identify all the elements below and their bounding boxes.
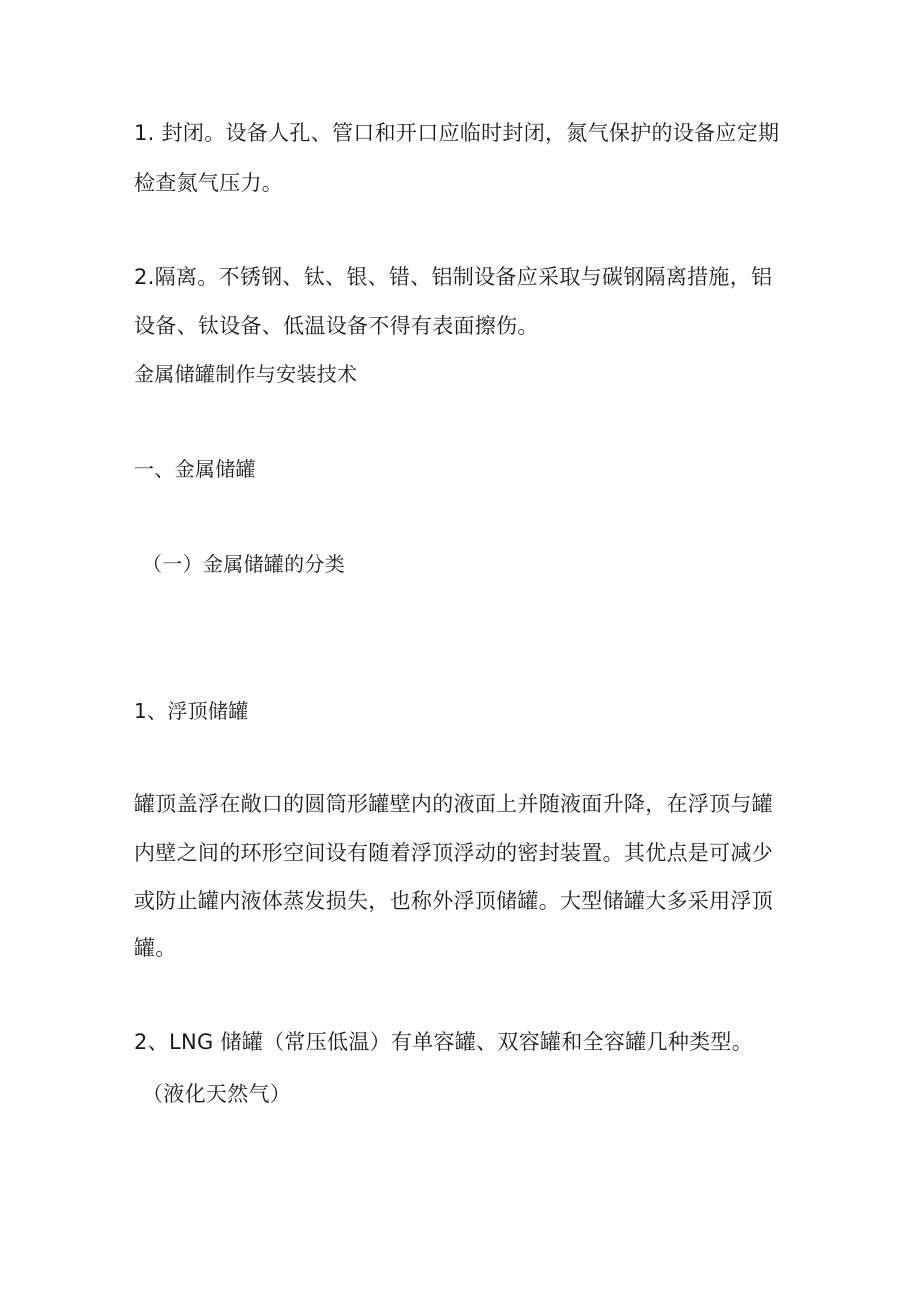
chapter-heading: 一、金属储罐: [134, 457, 256, 481]
isolation-paragraph-line-1: 2.隔离。不锈钢、钛、银、错、铝制设备应采取与碳钢隔离措施，铝: [134, 265, 773, 289]
subsection-heading: （一）金属储罐的分类: [142, 552, 345, 576]
lng-tank-line-1: 2、LNG 储罐（常压低温）有单容罐、双容罐和全容罐几种类型。: [134, 1030, 754, 1054]
floating-roof-line-2: 内壁之间的环形空间设有随着浮顶浮动的密封装置。其优点是可减少: [134, 841, 773, 865]
isolation-paragraph-line-2: 设备、钛设备、低温设备不得有表面擦伤。: [134, 314, 539, 338]
floating-roof-line-1: 罐顶盖浮在敞口的圆筒形罐壁内的液面上并随液面升降，在浮顶与罐: [134, 792, 773, 816]
floating-roof-line-4: 罐。: [134, 936, 177, 960]
sealing-paragraph-line-1: 1. 封闭。设备人孔、管口和开口应临时封闭，氮气保护的设备应定期: [134, 121, 780, 145]
document-title: 金属储罐制作与安装技术: [134, 362, 358, 386]
lng-tank-line-2: （液化天然气）: [142, 1082, 292, 1106]
floating-roof-line-3: 或防止罐内液体蒸发损失，也称外浮顶储罐。大型储罐大多采用浮顶: [134, 889, 773, 913]
floating-roof-heading: 1、浮顶储罐: [134, 699, 249, 723]
sealing-paragraph-line-2: 检查氮气压力。: [134, 171, 284, 195]
